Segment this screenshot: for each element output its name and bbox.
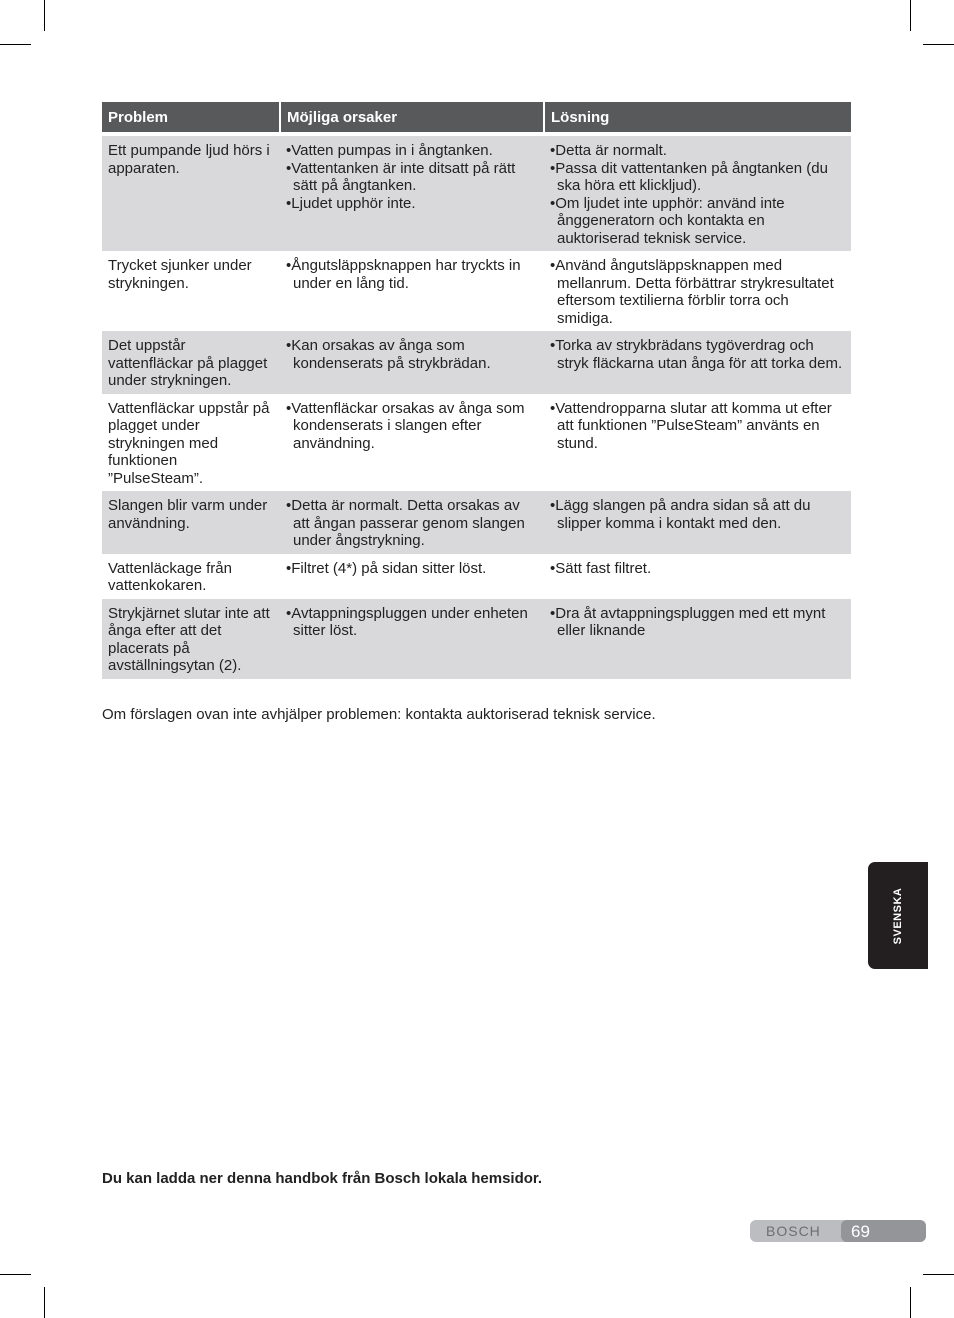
- list-item: • Sätt fast filtret.: [550, 560, 845, 578]
- problem-cell: Slangen blir varm under användning.: [102, 491, 280, 554]
- solution-cell: [544, 491, 851, 554]
- header-causes: Möjliga orsaker: [280, 102, 544, 134]
- solutions-list: [550, 142, 845, 247]
- header-solution: Lösning: [544, 102, 851, 134]
- problem-cell: Ett pumpande ljud hörs i apparaten.: [102, 134, 280, 251]
- footer-brand: BOSCH: [766, 1223, 821, 1239]
- list-item: • Passa dit vattentanken på ångtanken (du ska höra ett klickljud).: [550, 160, 845, 195]
- list-item: • Kan orsakas av ånga som kondenserats på strykbrädan.: [286, 337, 538, 372]
- table-row: [102, 331, 851, 394]
- causes-list: [286, 605, 538, 640]
- list-item: • Filtret (4*) på sidan sitter löst.: [286, 560, 538, 578]
- list-item: • Använd ångutsläppsknappen med mellanrum. Detta förbättrar strykresultatet eftersom textilierna förblir torra och smidiga.: [550, 257, 845, 327]
- solutions-list: [550, 605, 845, 640]
- crop-mark: [910, 1287, 911, 1318]
- solution-cell: [544, 554, 851, 599]
- list-item: • Avtappningspluggen under enheten sitter löst.: [286, 605, 538, 640]
- crop-mark: [0, 44, 31, 45]
- table-row: [102, 134, 851, 251]
- list-item: • Ljudet upphör inte.: [286, 195, 538, 213]
- causes-cell: [280, 394, 544, 492]
- language-tab-label: SVENSKA: [892, 887, 904, 944]
- table-row: [102, 554, 851, 599]
- language-tab: [868, 862, 928, 969]
- causes-cell: [280, 491, 544, 554]
- solutions-list: [550, 560, 845, 578]
- table-row: [102, 394, 851, 492]
- page-number: 69: [851, 1222, 870, 1241]
- table-header-row: [102, 102, 851, 134]
- causes-cell: [280, 599, 544, 679]
- crop-mark: [923, 1274, 954, 1275]
- solutions-list: [550, 497, 845, 532]
- problem-cell: Vattenläckage från vattenkokaren.: [108, 559, 232, 594]
- table-body: [102, 134, 851, 679]
- list-item: • Vattenfläckar orsakas av ånga som kondenserats i slangen efter användning.: [286, 400, 538, 453]
- solution-cell: [544, 251, 851, 331]
- crop-mark: [923, 44, 954, 45]
- solution-cell: [544, 394, 851, 492]
- list-item: • Detta är normalt. Detta orsakas av att ångan passerar genom slangen under ångstrykning.: [286, 497, 538, 550]
- problem-cell: Strykjärnet slutar inte att ånga efter att det placerats på avställningsytan (2).: [102, 599, 280, 679]
- causes-list: [286, 560, 538, 578]
- causes-cell: [280, 331, 544, 394]
- causes-list: [286, 337, 538, 372]
- troubleshooting-table: [102, 102, 851, 679]
- list-item: • Ångutsläppsknappen har tryckts in under en lång tid.: [286, 257, 538, 292]
- list-item: • Vattentanken är inte ditsatt på rätt sätt på ångtanken.: [286, 160, 538, 195]
- causes-list: [286, 142, 538, 212]
- list-item: • Vattendropparna slutar att komma ut efter att funktionen ”PulseSteam” använts en stund.: [550, 400, 845, 453]
- causes-cell: [280, 554, 544, 599]
- causes-list: [286, 400, 538, 453]
- solution-cell: [544, 134, 851, 251]
- causes-list: [286, 257, 538, 292]
- solution-cell: [544, 599, 851, 679]
- table-row: [102, 599, 851, 679]
- problem-cell: Vattenfläckar uppstår på plagget under strykningen med funktionen ”PulseSteam”.: [108, 399, 270, 487]
- table-row: [102, 251, 851, 331]
- problem-cell: Det uppstår vattenfläckar på plagget under strykningen.: [102, 331, 280, 394]
- causes-cell: [280, 251, 544, 331]
- list-item: • Lägg slangen på andra sidan så att du slipper komma i kontakt med den.: [550, 497, 845, 532]
- solution-cell: [544, 331, 851, 394]
- crop-mark: [44, 0, 45, 31]
- solutions-list: [550, 337, 845, 372]
- download-note: Du kan ladda ner denna handbok från Bosch lokala hemsidor.: [102, 1170, 543, 1187]
- list-item: • Torka av strykbrädans tygöverdrag och stryk fläckarna utan ånga för att torka dem.: [550, 337, 845, 372]
- list-item: • Om ljudet inte upphör: använd inte ånggeneratorn och kontakta en auktoriserad teknisk service.: [550, 195, 845, 248]
- crop-mark: [0, 1274, 31, 1275]
- list-item: • Vatten pumpas in i ångtanken.: [286, 142, 538, 160]
- causes-list: [286, 497, 538, 550]
- solutions-list: [550, 400, 845, 453]
- service-note: Om förslagen ovan inte avhjälper problemen: kontakta auktoriserad teknisk service.: [102, 706, 656, 723]
- causes-cell: [280, 134, 544, 251]
- problem-cell: Trycket sjunker under strykningen.: [108, 257, 252, 292]
- header-problem: Problem: [102, 102, 280, 134]
- crop-mark: [910, 0, 911, 31]
- table-row: [102, 491, 851, 554]
- solutions-list: [550, 257, 845, 327]
- list-item: • Dra åt avtappningspluggen med ett mynt eller liknande: [550, 605, 845, 640]
- list-item: • Detta är normalt.: [550, 142, 845, 160]
- troubleshooting-table-container: [102, 102, 851, 679]
- crop-mark: [44, 1287, 45, 1318]
